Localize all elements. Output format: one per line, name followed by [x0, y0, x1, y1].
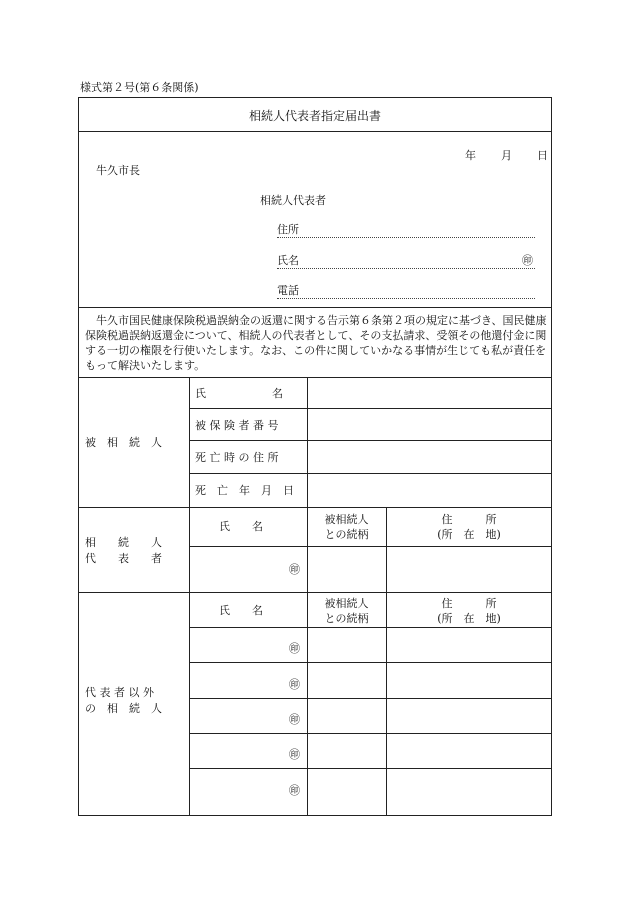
addressee: 牛久市長 — [96, 164, 140, 177]
phone-line[interactable] — [277, 298, 535, 299]
address-line[interactable] — [277, 237, 535, 238]
divider — [78, 507, 552, 508]
row-divider — [189, 662, 552, 663]
date-month: 月 — [501, 149, 512, 162]
date-year: 年 — [465, 149, 476, 162]
seal-icon: ㊞ — [289, 642, 300, 655]
other-heirs-header-address-2: (所 在 地) — [437, 612, 501, 625]
name-label: 氏名 — [277, 254, 299, 267]
row-divider — [189, 440, 552, 441]
row-divider — [189, 473, 552, 474]
row-divider — [189, 698, 552, 699]
column-divider — [307, 377, 308, 507]
seal-icon: ㊞ — [289, 713, 300, 726]
other-heirs-header-address-1: 住 所 — [441, 597, 497, 610]
heir-rep-header-address-1: 住 所 — [441, 513, 497, 526]
statement-text: 牛久市国民健康保険税過誤納金の返還に関する告示第６条第２項の規定に基づき、国民健康保険税過誤納返還金について、相続人の代表者として、その支払請求、受領その他還付金に関する一切の権限を行使いたします。なお、この件に関していかなる事情が生じても私が責任をもって解決いたします。 — [85, 314, 547, 372]
name-line[interactable] — [277, 268, 535, 269]
decedent-field-name: 氏 名 — [195, 387, 283, 400]
seal-icon: ㊞ — [289, 678, 300, 691]
decedent-label: 被 相 続 人 — [85, 436, 162, 449]
row-divider — [189, 733, 552, 734]
other-heirs-header-name: 氏 名 — [219, 604, 263, 617]
heir-rep-header-name: 氏 名 — [219, 520, 263, 533]
decedent-field-death-date: 死 亡 年 月 日 — [195, 484, 294, 497]
row-divider — [189, 408, 552, 409]
seal-icon: ㊞ — [289, 563, 300, 576]
decedent-field-insured-number: 被 保 険 者 番 号 — [195, 419, 279, 432]
seal-icon: ㊞ — [289, 748, 300, 761]
row-divider — [189, 768, 552, 769]
date-day: 日 — [537, 149, 548, 162]
representative-heading: 相続人代表者 — [260, 194, 326, 207]
row-divider — [189, 627, 552, 628]
heir-rep-label-2: 代 表 者 — [85, 552, 162, 565]
divider — [78, 131, 552, 132]
heir-rep-header-relation-1: 被相続人 — [324, 513, 369, 526]
form-title: 相続人代表者指定届出書 — [248, 109, 381, 123]
divider — [78, 377, 552, 378]
other-heirs-label-2: の 相 続 人 — [85, 702, 162, 715]
row-divider — [189, 546, 552, 547]
other-heirs-label-1: 代 表 者 以 外 — [85, 686, 154, 699]
decedent-field-address: 死 亡 時 の 住 所 — [195, 451, 279, 464]
address-label: 住所 — [277, 223, 299, 236]
divider — [78, 592, 552, 593]
other-heirs-header-relation-2: との続柄 — [324, 612, 369, 625]
other-heirs-header-relation-1: 被相続人 — [324, 597, 369, 610]
form-number: 様式第２号(第６条関係) — [80, 81, 199, 94]
heir-rep-header-relation-2: との続柄 — [324, 528, 369, 541]
column-divider — [189, 377, 190, 816]
seal-icon: ㊞ — [522, 254, 533, 267]
heir-rep-header-address-2: (所 在 地) — [437, 528, 501, 541]
seal-icon: ㊞ — [289, 784, 300, 797]
phone-label: 電話 — [277, 284, 299, 297]
heir-rep-label-1: 相 続 人 — [85, 536, 162, 549]
divider — [78, 307, 552, 308]
